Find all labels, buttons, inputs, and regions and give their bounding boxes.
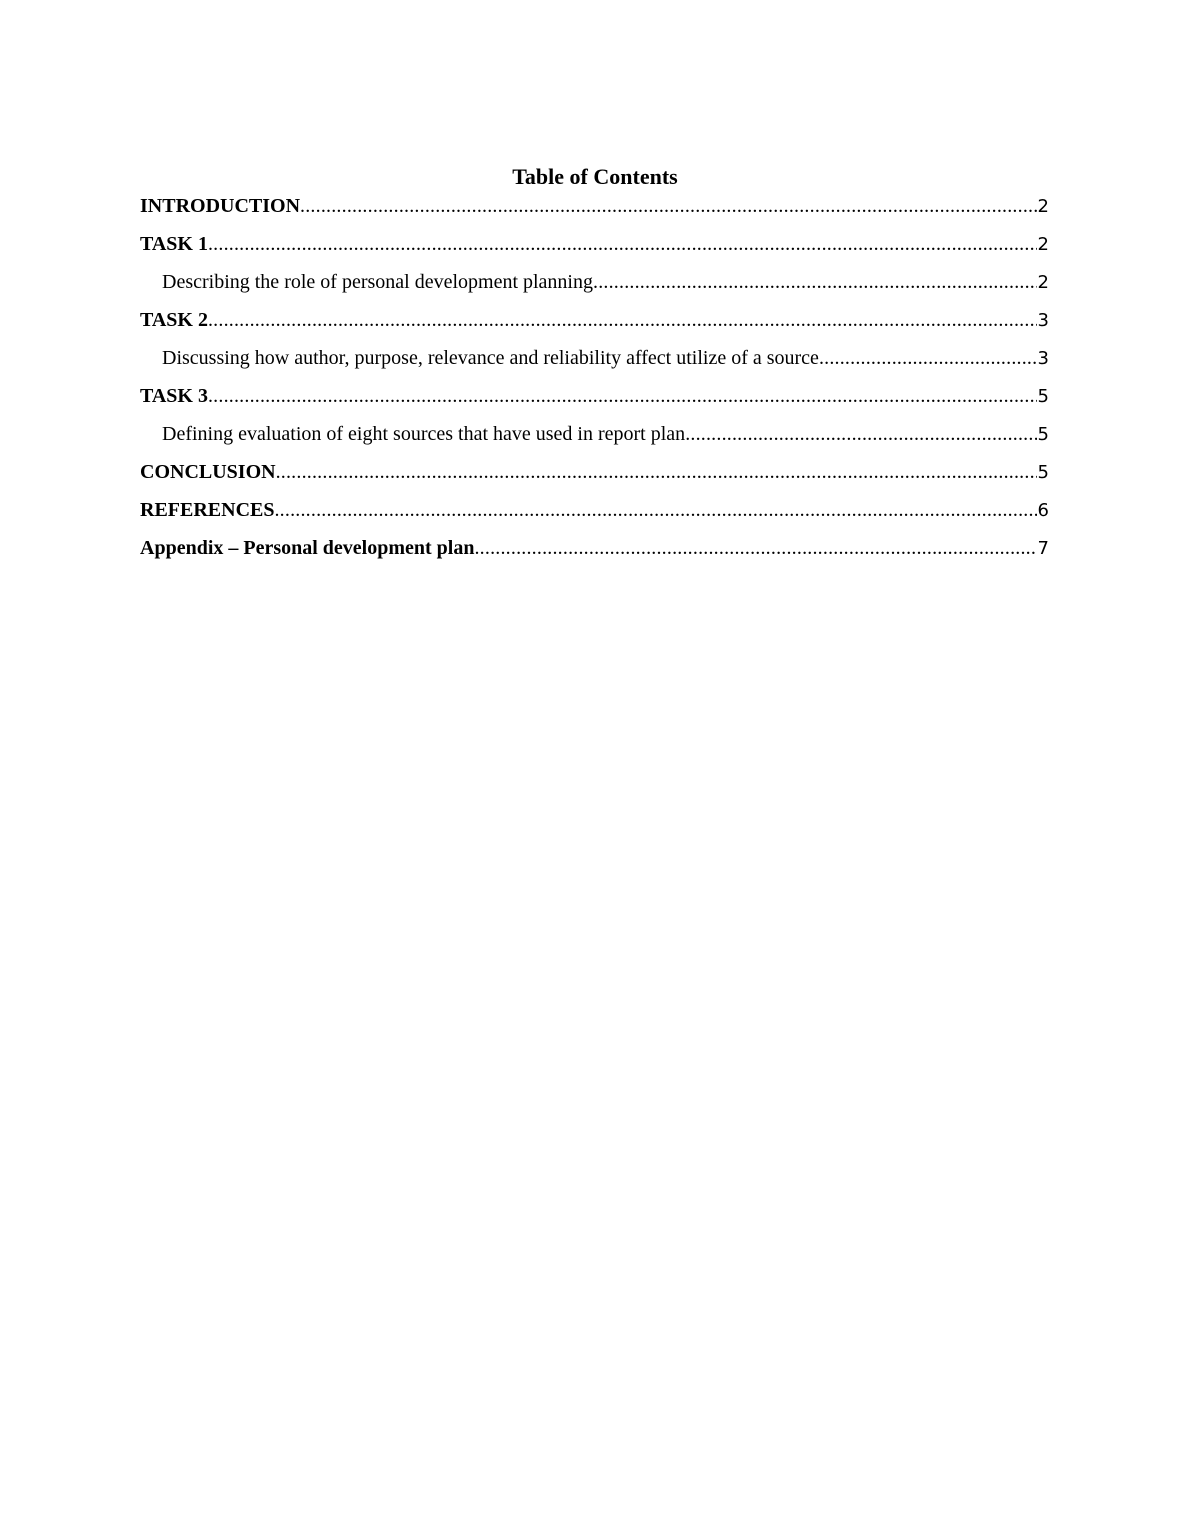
toc-title: Table of Contents bbox=[512, 164, 678, 189]
toc-entry-task-1[interactable] bbox=[140, 230, 1049, 268]
toc-dot-leader bbox=[593, 268, 1037, 296]
toc-entry-text: INTRODUCTION bbox=[140, 195, 301, 217]
toc-entry-appendix[interactable] bbox=[140, 534, 1049, 572]
toc-entry-text: CONCLUSION bbox=[140, 461, 276, 483]
toc-page-number: 2 bbox=[1037, 272, 1049, 293]
toc-dot-leader bbox=[300, 192, 1037, 220]
toc-entry-text: Defining evaluation of eight sources that have used in report plan bbox=[162, 423, 686, 445]
toc-entry-conclusion[interactable] bbox=[140, 458, 1049, 496]
toc-entry-task-2[interactable] bbox=[140, 306, 1049, 344]
toc-dot-leader bbox=[208, 382, 1037, 410]
toc-dot-leader bbox=[474, 534, 1036, 562]
toc-page-number: 2 bbox=[1037, 196, 1049, 217]
toc-entry-text: Appendix – Personal development plan bbox=[140, 537, 475, 559]
toc-dot-leader bbox=[276, 458, 1037, 486]
toc-page-number: 5 bbox=[1037, 386, 1049, 407]
toc-page-number: 3 bbox=[1037, 348, 1049, 369]
toc-entry-text: Discussing how author, purpose, relevance and reliability affect utilize of a source bbox=[162, 347, 819, 369]
toc-page-number: 2 bbox=[1037, 234, 1049, 255]
toc-dot-leader bbox=[274, 496, 1036, 524]
toc-entry-text: REFERENCES bbox=[140, 499, 275, 521]
toc-entry-references[interactable] bbox=[140, 496, 1049, 534]
toc-entry-text: TASK 1 bbox=[140, 233, 208, 255]
toc-list bbox=[140, 192, 1049, 572]
toc-dot-leader bbox=[685, 420, 1036, 448]
toc-page-number: 6 bbox=[1037, 500, 1049, 521]
toc-dot-leader bbox=[819, 344, 1037, 372]
toc-entry-text: TASK 2 bbox=[140, 309, 208, 331]
toc-entry-task-3-sub[interactable] bbox=[140, 420, 1049, 458]
toc-page-number: 7 bbox=[1037, 538, 1049, 559]
toc-entry-text: Describing the role of personal development planning bbox=[162, 271, 593, 293]
toc-entry-introduction[interactable] bbox=[140, 192, 1049, 230]
toc-dot-leader bbox=[208, 306, 1037, 334]
toc-page-number: 3 bbox=[1037, 310, 1049, 331]
toc-entry-task-3[interactable] bbox=[140, 382, 1049, 420]
toc-entry-task-1-sub[interactable] bbox=[140, 268, 1049, 306]
toc-page-number: 5 bbox=[1037, 424, 1049, 445]
toc-entry-task-2-sub[interactable] bbox=[140, 344, 1049, 382]
toc-entry-text: TASK 3 bbox=[140, 385, 208, 407]
toc-dot-leader bbox=[208, 230, 1037, 258]
toc-page-number: 5 bbox=[1037, 462, 1049, 483]
